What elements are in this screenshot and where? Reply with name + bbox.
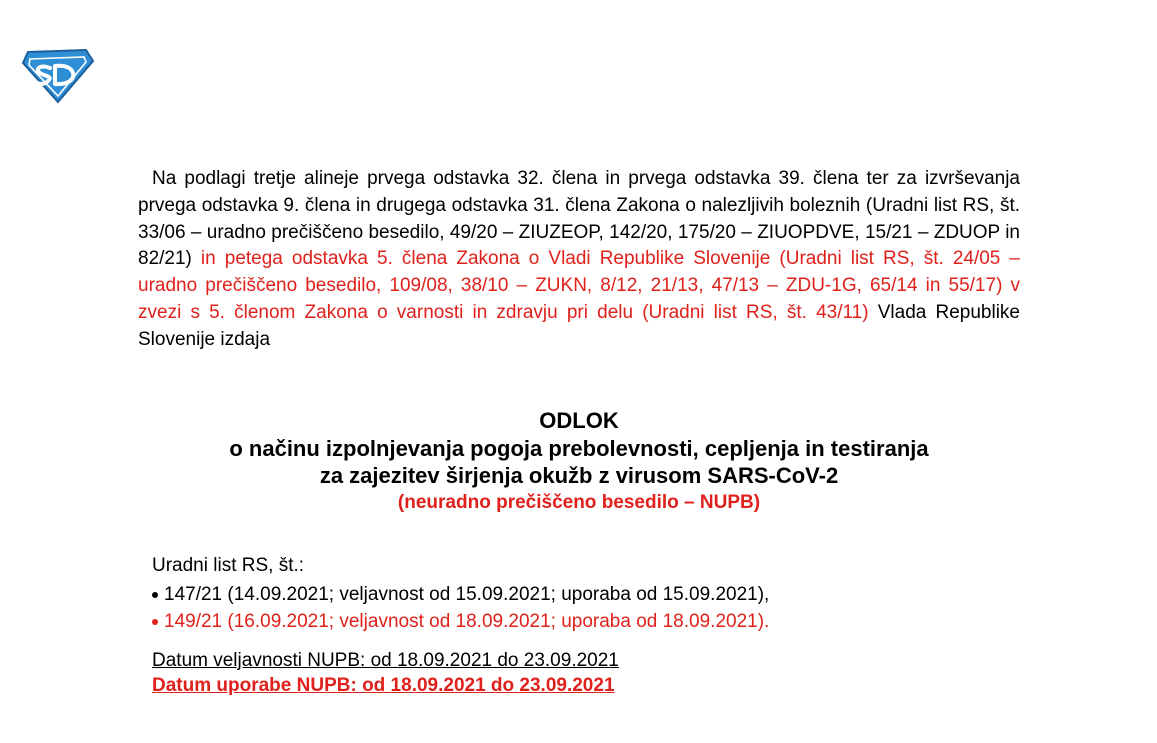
title-line-3: za zajezitev širjenja okužb z virusom SARS-CoV-2 [319, 463, 839, 488]
bullet-icon [152, 592, 158, 598]
gazette-item [152, 609, 1012, 636]
gazette-item [152, 582, 1012, 609]
preamble-amended-text: in petega odstavka 5. člena Zakona o Vladi Republike Slovenije (Uradni list RS, št. 24/05 – uradno prečiščeno besedilo, 109/08, 38/10 – ZUKN, 8/12, 21/13, 47/13 – ZDU-1G, 65/14 in 55/17) v zvezi s 5. členom Zakona o varnosti in zdravju pri delu (Uradni list RS, št. 43/11) [138, 248, 1020, 323]
gazette-heading: Uradni list RS, št.: [152, 555, 305, 576]
gazette-item-text: 149/21 (16.09.2021; veljavnost od 18.09.2021; uporaba od 18.09.2021). [164, 610, 770, 632]
preamble-text: Na podlagi tretje alineje prvega odstavka 32. člena in prvega odstavka 39. člena ter za izvrševanja prvega odstavka 9. člena in drugega odstavka 31. člena Zakona o nalezljivih boleznih (Uradni list RS, št. 33/06 – uradno prečiščeno besedilo, 49/20 – ZIUZEOP, 142/20, 175/20 – ZIUOPDVE, 15/21 – ZDUOP in 82/21) [138, 168, 1020, 270]
gazette-list [152, 582, 1012, 635]
logo [20, 46, 96, 104]
gazette-item-text: 147/21 (14.09.2021; veljavnost od 15.09.2021; uporaba od 15.09.2021), [164, 584, 770, 605]
bullet-icon [152, 619, 158, 625]
application-date: Datum uporabe NUPB: od 18.09.2021 do 23.09.2021 [152, 675, 615, 696]
title-subtitle: (neuradno prečiščeno besedilo – NUPB) [397, 491, 761, 513]
decree-title [138, 407, 1020, 516]
title-line-2: o načinu izpolnjevanja pogoja prebolevnosti, cepljenja in testiranja [229, 435, 929, 461]
sd-shield-logo-icon [20, 46, 96, 104]
preamble-paragraph [138, 166, 1020, 354]
preamble-closing-text: Vlada Republike Slovenije izdaja [138, 301, 1020, 350]
title-line-1: ODLOK [539, 408, 619, 433]
dates-section [152, 648, 619, 698]
gazette-section [152, 553, 1012, 635]
validity-date: Datum veljavnosti NUPB: od 18.09.2021 do 23.09.2021 [152, 650, 619, 671]
